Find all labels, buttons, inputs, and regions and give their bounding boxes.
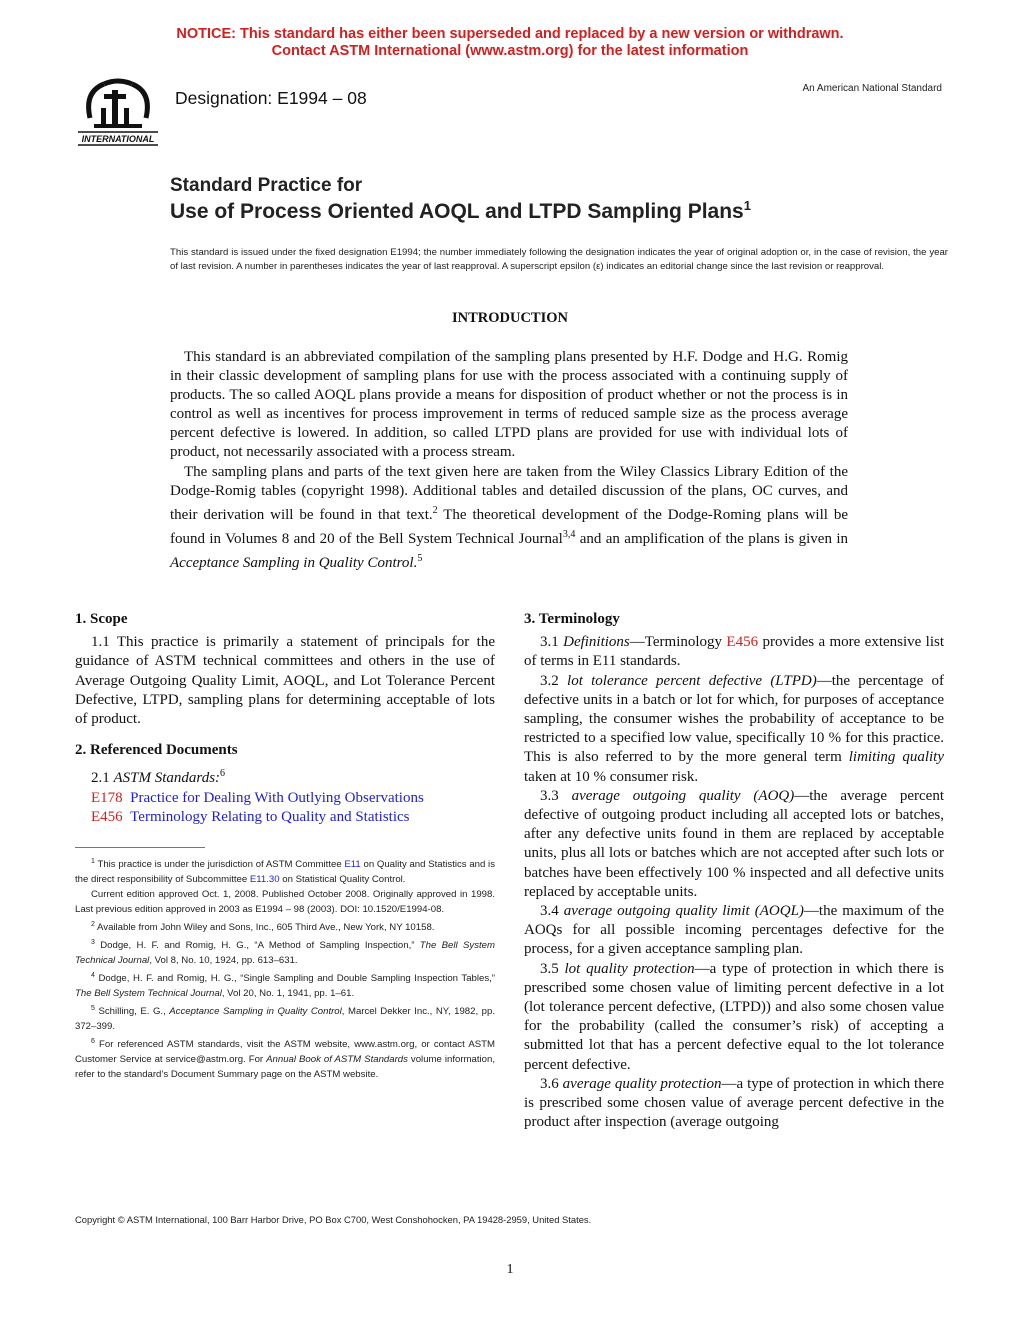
referenced-documents-heading: 2. Referenced Documents [75, 742, 238, 759]
footnote-2-text: Available from John Wiley and Sons, Inc., 605 Third Ave., New York, NY 10158. [97, 922, 435, 933]
title-line-2-text: Use of Process Oriented AOQL and LTPD Sampling Plans [170, 200, 744, 223]
ref-2-1 [75, 764, 495, 788]
intro-p2-text-a: The sampling plans and parts of the text given here are taken from the Wiley Classics Library Edition of the Dodge-Romig tables (copyright 1998). Additional tables and detailed discussion of the plans, OC curves, and their derivation will be found in that text. [170, 464, 848, 523]
fixed-designation-note: This standard is issued under the fixed designation E1994; the number immediately following the designation indicates the year of original adoption or, in the case of revision, the year of last revision. A number in parentheses indicates the year of last reapproval. A superscript epsilon (ε) indicates an editorial change since the last revision or reapproval. [170, 247, 948, 273]
term-3-6 [524, 1075, 944, 1133]
footnote-6-book: Annual Book of ASTM Standards [266, 1054, 408, 1065]
footnote-1-text-c: on Statistical Quality Control. [279, 874, 406, 886]
intro-p2-text-c: and an amplification of the plans is given in [575, 531, 848, 547]
footnote-6: $^6$ For referenced ASTM standards, visit the ASTM website, www.astm.org, or contact ASTM Customer Service at service@astm.org. For Annual Book of ASTM Standards volume information, refer to the standard’s Document Summary page on the ASTM website. [75, 1037, 495, 1080]
ref-2-1-number: 2.1 [91, 770, 114, 787]
term-3-1 [524, 633, 944, 671]
logo-text: INTERNATIONAL [81, 134, 155, 144]
term-3-2-text-b: taken at 10 % consumer risk. [524, 768, 699, 785]
footnote-4: $^4$ Dodge, H. F. and Romig, H. G., “Single Sampling and Double Sampling Inspection Tables,” The Bell System Technical Journal, Vol 20, No. 1, 1941, pp. 1–61. [75, 971, 496, 999]
left-column [75, 608, 495, 827]
introduction-body [170, 348, 848, 574]
footnote-1-edition: Current edition approved Oct. 1, 2008. Published October 2008. Originally approved in 1998. Last previous edition approved in 2003 as E1994 – 98 (2003). DOI: 10.1520/E1994-08. [75, 889, 495, 915]
term-3-3-number: 3.3 [540, 787, 572, 804]
reference-code-e456[interactable]: E456 [91, 808, 123, 825]
right-column [524, 608, 944, 1132]
footnote-3-text-a: Dodge, H. F. and Romig, H. G., “A Method of Sampling Inspection,” [100, 940, 420, 952]
introduction-heading: INTRODUCTION [451, 310, 568, 326]
supersede-notice [0, 26, 1020, 60]
reference-title-e456[interactable]: Terminology Relating to Quality and Statistics [130, 808, 410, 825]
footnote-ref-3-4[interactable]: 3,4 [562, 529, 576, 540]
footnote-ref-6[interactable]: 6 [220, 768, 226, 780]
term-3-2-term: lot tolerance percent defective (LTPD) [567, 672, 817, 689]
subcommittee-e11-30-link[interactable]: E11.30 [249, 874, 280, 886]
footnote-4-journal: The Bell System Technical Journal [75, 988, 222, 999]
footnote-6-text-a: For referenced ASTM standards, visit the ASTM website, www.astm.org, or contact ASTM Customer Service at service@astm.org. For [75, 1039, 495, 1065]
footnote-3-journal: The Bell System Technical Journal [75, 940, 495, 966]
term-3-4-term: average outgoing quality limit (AOQL) [563, 903, 804, 920]
document-title [170, 174, 751, 226]
term-3-5 [524, 960, 944, 1075]
title-line-2 [170, 198, 751, 226]
term-3-3-term: average outgoing quality (AOQ) [571, 787, 795, 804]
notice-line-1: NOTICE: This standard has either been superseded and replaced by a new version or withdrawn. [176, 26, 844, 42]
american-national-standard: An American National Standard [802, 83, 942, 94]
term-3-2-number: 3.2 [540, 672, 568, 689]
footnote-5: $^5$ Schilling, E. G., Acceptance Sampling in Quality Control, Marcel Dekker Inc., NY, 1982, pp. 372–399. [75, 1004, 496, 1032]
notice-line-2: Contact ASTM International (www.astm.org) for the latest information [271, 43, 749, 59]
footnote-5-text-a: Schilling, E. G., [98, 1006, 170, 1018]
intro-paragraph-2 [170, 463, 848, 573]
footnote-5-book: Acceptance Sampling in Quality Control [169, 1006, 342, 1018]
scope-1-1: 1.1 This practice is primarily a statement of principals for the guidance of ASTM technical committees and others in the use of Average Outgoing Quality Limit, AOQL, and Lot Tolerance Percent Defective, LTPD, sampling plans for determining acceptable of lots of product. [75, 634, 495, 728]
footnote-6-text-b: volume information, refer to the standard’s Document Summary page on the ASTM website. [75, 1054, 495, 1080]
term-3-6-term: average quality protection [562, 1075, 722, 1092]
committee-e11-link[interactable]: E11 [344, 859, 361, 871]
term-3-1-text-b: provides a more extensive list of terms in E11 standards. [524, 634, 945, 670]
term-3-1-number: 3.1 [540, 634, 564, 651]
intro-p2-text-b: The theoretical development of the Dodge-Roming plans will be found in Volumes 8 and 20 of the Bell System Technical Journal [170, 507, 848, 547]
scope-heading: 1. Scope [75, 611, 128, 627]
footnote-5-text-b: , Marcel Dekker Inc., NY, 1982, pp. 372–399. [75, 1006, 496, 1032]
terminology-e456-link[interactable]: E456 [726, 634, 759, 651]
term-3-4-text: —the maximum of the AOQs for all possible incoming percentages defective for the process, for a given acceptance sampling plan. [524, 903, 945, 958]
term-3-6-number: 3.6 [540, 1075, 563, 1092]
footnotes [75, 855, 495, 1083]
term-3-2-text-a: —the percentage of defective units in a batch or lot for which, for purposes of acceptance sampling, the consumer wishes the probability of acceptance to be restricted to a specified low value, specifically 10 % for this practice. This is also referred to by the more general term [524, 672, 945, 766]
reference-e178[interactable] [75, 789, 495, 808]
footnote-ref-5[interactable]: 5 [417, 553, 423, 564]
term-3-3 [524, 787, 944, 902]
footnote-divider [75, 847, 205, 848]
intro-p2-book-title: Acceptance Sampling in Quality Control. [170, 555, 418, 571]
footnote-4-text-b: , Vol 20, No. 1, 1941, pp. 1–61. [221, 988, 355, 999]
term-3-5-number: 3.5 [540, 960, 565, 977]
term-3-4 [524, 902, 944, 960]
intro-paragraph-1: This standard is an abbreviated compilation of the sampling plans presented by H.F. Dodge and H.G. Romig in their classic development of sampling plans for use with the process associated with a continuing supply of products. The so called AOQL plans provide a means for disposition of product whether or not the process is in control as well as incentives for process improvement in terms of reduced sample size as the process average percent defective is lowered. In addition, so called LTPD plans are provided for use with individual lots of product, not necessarily associated with a process stream. [170, 349, 848, 460]
reference-code-e178[interactable]: E178 [91, 789, 123, 806]
reference-e456[interactable] [75, 808, 495, 827]
term-3-2-limiting-quality: limiting quality [848, 749, 944, 766]
title-footnote-ref[interactable]: 1 [743, 198, 751, 213]
term-3-3-text: —the average percent defective of outgoing product including all accepted lots or batches, after any defective units found in them are replaced by acceptable units, plus all lots or batches which are not accepted after such lots or batches have been effectively 100 % inspected and all defective units replaced by acceptable units. [524, 787, 944, 900]
term-3-6-text: —a type of protection in which there is prescribed some chosen value of average percent defective in the product after inspection (average outgoing [524, 1075, 945, 1131]
footnote-3-text-b: , Vol 8, No. 10, 1924, pp. 613–631. [149, 955, 298, 966]
footnote-1-text-a: This practice is under the jurisdiction of ASTM Committee [97, 859, 345, 871]
footnote-ref-2[interactable]: 2 [432, 505, 438, 516]
reference-title-e178[interactable]: Practice for Dealing With Outlying Observations [130, 789, 424, 806]
term-3-5-text: —a type of protection in which there is prescribed some chosen value of limiting percent defective in a lot (lot tolerance percent defective, (LTPD)) and also some chosen value for the probability (called the consumer’s risk) of accepting a submitted lot that has a percent defective equal to the lot tolerance percent defective. [524, 960, 945, 1073]
copyright-line: Copyright © ASTM International, 100 Barr Harbor Drive, PO Box C700, West Conshohocken, PA 19428-2959, United States. [75, 1214, 592, 1225]
astm-logo [74, 72, 162, 152]
term-3-1-text-a: —Terminology [629, 634, 727, 651]
footnote-1-text-b: on Quality and Statistics and is the direct responsibility of Subcommittee [75, 859, 495, 886]
term-3-1-term: Definitions [563, 634, 630, 651]
term-3-2 [524, 672, 944, 787]
astm-standards-label: ASTM Standards: [113, 770, 221, 787]
terminology-heading: 3. Terminology [524, 611, 620, 627]
footnote-2: $^2$ Available from John Wiley and Sons, Inc., 605 Third Ave., New York, NY 10158. [91, 920, 435, 933]
designation: Designation: E1994 – 08 [175, 88, 367, 108]
astm-logo-icon [74, 72, 162, 152]
footnote-4-text-a: Dodge, H. F. and Romig, H. G., “Single Sampling and Double Sampling Inspection Tables,” [98, 973, 496, 985]
page-number: 1 [506, 1262, 514, 1277]
title-line-1: Standard Practice for [170, 175, 363, 196]
footnote-1: $^1$ This practice is under the jurisdiction of ASTM Committee E11 on Quality and Statistics and is the direct responsibility of Subcommittee E11.30 on Statistical Quality Control. [75, 858, 495, 886]
term-3-5-term: lot quality protection [564, 960, 695, 977]
footnote-3: $^3$ Dodge, H. F. and Romig, H. G., “A Method of Sampling Inspection,” The Bell System Technical Journal, Vol 8, No. 10, 1924, pp. 613–631. [75, 938, 495, 966]
term-3-4-number: 3.4 [540, 903, 564, 920]
